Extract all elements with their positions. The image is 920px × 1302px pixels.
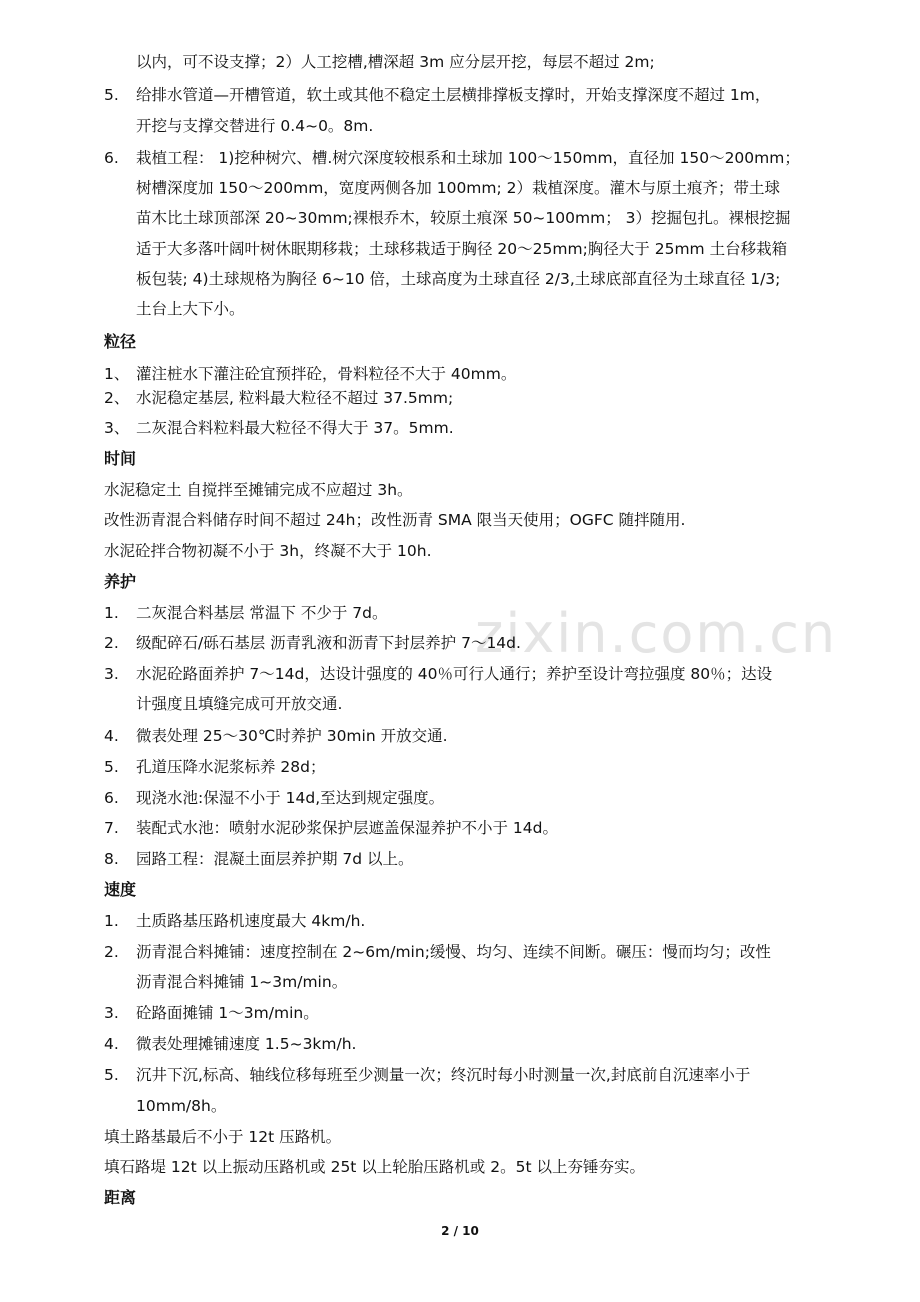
list-item: 二灰混合料基层 常温下 不少于 7d。 <box>136 604 388 622</box>
paragraph-line: 栽植工程： 1)挖种树穴、槽.树穴深度较根系和土球加 100～150mm，直径加 150～200mm； <box>136 149 800 167</box>
list-number: 7. <box>104 819 119 837</box>
paragraph-line: 水泥稳定土 自搅拌至摊铺完成不应超过 3h。 <box>104 481 413 499</box>
section-heading-speed: 速度 <box>104 880 137 899</box>
list-item: 级配碎石/砾石基层 沥青乳液和沥青下封层养护 7～14d. <box>136 634 521 652</box>
list-item-continued: 计强度且填缝完成可开放交通. <box>136 695 343 713</box>
list-item: 二灰混合料粒料最大粒径不得大于 37。5mm. <box>136 419 454 437</box>
list-item: 沉井下沉,标高、轴线位移每班至少测量一次；终沉时每小时测量一次,封底前自沉速率小于 <box>136 1066 751 1084</box>
list-item-continued: 10mm/8h。 <box>136 1097 227 1115</box>
list-number: 5. <box>104 86 119 104</box>
paragraph-line: 苗木比土球顶部深 20~30mm;裸根乔木，较原土痕深 50~100mm； 3）挖掘包扎。裸根挖掘 <box>136 209 791 227</box>
list-number: 1. <box>104 912 119 930</box>
list-number: 4. <box>104 1035 119 1053</box>
section-heading-size: 粒径 <box>104 332 137 351</box>
list-number: 3、 <box>104 419 130 437</box>
page-number: 2 / 10 <box>441 1224 479 1238</box>
list-item: 孔道压降水泥浆标养 28d； <box>136 758 326 776</box>
section-heading-distance: 距离 <box>104 1188 137 1207</box>
list-item: 微表处理摊铺速度 1.5~3km/h. <box>136 1035 357 1053</box>
watermark: zixin.com.cn <box>475 602 838 665</box>
list-number: 2. <box>104 634 119 652</box>
list-number: 3. <box>104 1004 119 1022</box>
list-item: 土质路基压路机速度最大 4km/h. <box>136 912 366 930</box>
list-item: 园路工程：混凝土面层养护期 7d 以上。 <box>136 850 414 868</box>
list-number: 6. <box>104 789 119 807</box>
paragraph-line: 改性沥青混合料储存时间不超过 24h；改性沥青 SMA 限当天使用；OGFC 随拌随用. <box>104 511 686 529</box>
list-item: 现浇水池:保湿不小于 14d,至达到规定强度。 <box>136 789 445 807</box>
section-heading-curing: 养护 <box>104 572 137 591</box>
list-item: 水泥稳定基层, 粒料最大粒径不超过 37.5mm; <box>136 389 454 407</box>
paragraph-line: 填土路基最后不小于 12t 压路机。 <box>104 1128 342 1146</box>
list-item: 微表处理 25～30℃时养护 30min 开放交通. <box>136 727 448 745</box>
list-number: 8. <box>104 850 119 868</box>
list-number: 5. <box>104 758 119 776</box>
paragraph-line: 适于大多落叶阔叶树休眠期移栽；土球移栽适于胸径 20～25mm;胸径大于 25mm 土台移栽箱 <box>136 240 788 258</box>
list-number: 4. <box>104 727 119 745</box>
list-number: 6. <box>104 149 119 167</box>
paragraph-line: 开挖与支撑交替进行 0.4~0。8m. <box>136 117 374 135</box>
paragraph-line: 填石路堤 12t 以上振动压路机或 25t 以上轮胎压路机或 2。5t 以上夯锤夯实。 <box>104 1158 645 1176</box>
list-item: 装配式水池：喷射水泥砂浆保护层遮盖保湿养护不小于 14d。 <box>136 819 558 837</box>
list-item: 沥青混合料摊铺：速度控制在 2~6m/min;缓慢、均匀、连续不间断。碾压：慢而均匀；改性 <box>136 943 771 961</box>
paragraph-line: 土台上大下小。 <box>136 300 245 318</box>
paragraph-line: 板包装; 4)土球规格为胸径 6~10 倍，土球高度为土球直径 2/3,土球底部直径为土球直径 1/3; <box>136 270 781 288</box>
paragraph-line: 水泥砼拌合物初凝不小于 3h，终凝不大于 10h. <box>104 542 432 560</box>
list-number: 1、 <box>104 365 130 383</box>
list-number: 2、 <box>104 389 130 407</box>
list-item-continued: 沥青混合料摊铺 1~3m/min。 <box>136 973 348 991</box>
paragraph-line: 以内，可不设支撑；2）人工挖槽,槽深超 3m 应分层开挖，每层不超过 2m; <box>136 53 655 71</box>
list-item: 砼路面摊铺 1～3m/min。 <box>136 1004 319 1022</box>
paragraph-line: 树槽深度加 150～200mm，宽度两侧各加 100mm; 2）栽植深度。灌木与原土痕齐；带土球 <box>136 179 781 197</box>
list-item: 水泥砼路面养护 7～14d，达设计强度的 40％可行人通行；养护至设计弯拉强度 80％；达设 <box>136 665 773 683</box>
list-number: 5. <box>104 1066 119 1084</box>
list-item: 灌注桩水下灌注砼宜预拌砼，骨料粒径不大于 40mm。 <box>136 365 517 383</box>
list-number: 3. <box>104 665 119 683</box>
list-number: 1. <box>104 604 119 622</box>
paragraph-line: 给排水管道—开槽管道，软土或其他不稳定土层横排撑板支撑时，开始支撑深度不超过 1m， <box>136 86 771 104</box>
section-heading-time: 时间 <box>104 449 137 468</box>
list-number: 2. <box>104 943 119 961</box>
